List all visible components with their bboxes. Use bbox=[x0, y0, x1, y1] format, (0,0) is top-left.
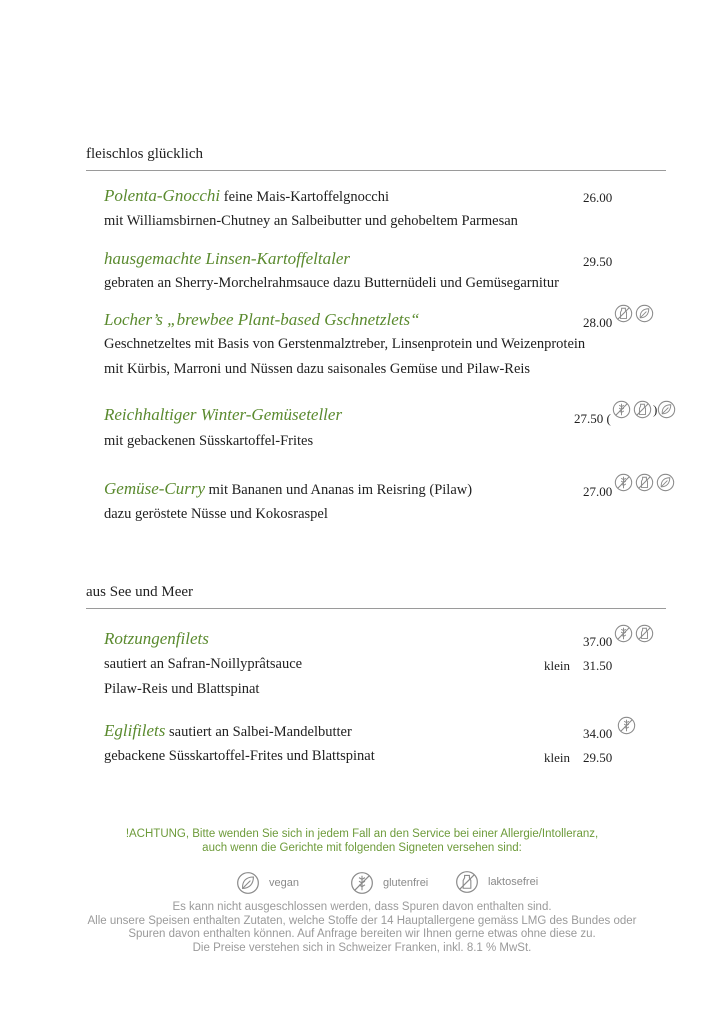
legend-label: laktosefrei bbox=[488, 876, 539, 888]
gluten-free-icon bbox=[617, 716, 636, 735]
dish-description: mit Bananen und Ananas im Reisring (Pilaw) bbox=[208, 482, 473, 498]
vegan-icon bbox=[657, 400, 676, 419]
dish-allergen-icons bbox=[614, 304, 654, 323]
dish-price: 29.50 bbox=[583, 254, 613, 269]
vegan-icon bbox=[236, 871, 260, 895]
dish-description-line: mit gebackenen Süsskartoffel-Frites bbox=[104, 433, 314, 449]
legend-laktosefrei bbox=[455, 870, 538, 894]
vegan-icon bbox=[656, 473, 675, 492]
gluten-free-icon bbox=[350, 871, 374, 895]
section-divider bbox=[86, 170, 666, 171]
dish-description-line: mit Kürbis, Marroni und Nüssen dazu saisonales Gemüse und Pilaw-Reis bbox=[104, 361, 531, 377]
dish-price: 27.00 bbox=[583, 484, 613, 499]
paren-open: ( bbox=[606, 411, 611, 426]
dish-allergen-icons bbox=[612, 400, 676, 419]
menu-item-eglifilets bbox=[104, 721, 352, 741]
gluten-free-icon bbox=[614, 473, 633, 492]
dish-name: hausgemachte Linsen-Kartoffeltaler bbox=[104, 249, 351, 268]
lactose-free-icon bbox=[635, 624, 654, 643]
vegan-icon bbox=[635, 304, 654, 323]
menu-item-polenta-gnocchi bbox=[104, 186, 389, 206]
dish-price: 27.50 bbox=[574, 411, 604, 426]
section-title-fleischlos: fleischlos glücklich bbox=[86, 146, 204, 162]
dish-allergen-icons bbox=[617, 716, 636, 735]
dish-name: Polenta-Gnocchi bbox=[104, 186, 221, 205]
menu-item-winter-gemueseteller bbox=[104, 405, 342, 425]
lactose-free-icon bbox=[633, 400, 652, 419]
gluten-free-icon bbox=[612, 400, 631, 419]
dish-description-line: mit Williamsbirnen-Chutney an Salbeibutter und gehobeltem Parmesan bbox=[104, 213, 518, 229]
dish-allergen-icons bbox=[614, 473, 675, 492]
disclaimer-line: Es kann nicht ausgeschlossen werden, dass Spuren davon enthalten sind. bbox=[172, 901, 552, 913]
dish-price-row bbox=[574, 411, 611, 427]
warning-line: auch wenn die Gerichte mit folgenden Signeten versehen sind: bbox=[202, 842, 522, 854]
lactose-free-icon bbox=[635, 473, 654, 492]
menu-item-gemuese-curry bbox=[104, 479, 472, 499]
dish-price: 34.00 bbox=[583, 726, 613, 741]
section-divider bbox=[86, 608, 666, 609]
klein-price: 31.50 bbox=[583, 658, 613, 673]
dish-description-line: sautiert an Safran-Noillyprâtsauce bbox=[104, 656, 303, 672]
section-title-see-und-meer: aus See und Meer bbox=[86, 584, 194, 600]
legend-vegan bbox=[236, 871, 299, 895]
dish-description-line: gebackene Süsskartoffel-Frites und Blattspinat bbox=[104, 748, 375, 764]
dish-description-line: gebraten an Sherry-Morchelrahmsauce dazu Butternüdeli und Gemüsegarnitur bbox=[104, 275, 559, 291]
disclaimer bbox=[0, 901, 724, 955]
dish-name: Locher’s „brewbee Plant-based Gschnetzlets“ bbox=[104, 310, 420, 329]
legend-glutenfrei bbox=[350, 871, 428, 895]
dish-allergen-icons bbox=[614, 624, 654, 643]
menu-item-plant-based-gschnetzlets bbox=[104, 310, 420, 330]
lactose-free-icon bbox=[614, 304, 633, 323]
dish-name: Eglifilets bbox=[104, 721, 166, 740]
dish-description-line: Pilaw-Reis und Blattspinat bbox=[104, 681, 260, 697]
menu-item-linsen-kartoffeltaler bbox=[104, 249, 350, 269]
dish-description-line: Geschnetzeltes mit Basis von Gerstenmalztreber, Linsenprotein und Weizenprotein bbox=[104, 336, 586, 352]
klein-label: klein bbox=[544, 750, 570, 765]
warning-line: !ACHTUNG, Bitte wenden Sie sich in jedem Fall an den Service bei einer Allergie/Intolleranz, bbox=[125, 828, 599, 840]
legend-label: glutenfrei bbox=[383, 877, 429, 889]
dish-description: feine Mais-Kartoffelgnocchi bbox=[223, 189, 389, 205]
klein-price: 29.50 bbox=[583, 750, 613, 765]
dish-price: 28.00 bbox=[583, 315, 613, 330]
disclaimer-line: Die Preise verstehen sich in Schweizer Franken, inkl. 8.1 % MwSt. bbox=[192, 941, 532, 954]
dish-name: Gemüse-Curry bbox=[104, 479, 206, 498]
dish-name: Reichhaltiger Winter-Gemüseteller bbox=[104, 405, 343, 424]
disclaimer-line: Spuren davon enthalten können. Auf Anfrage bereiten wir Ihnen gerne etwas ohne diese zu. bbox=[128, 928, 596, 940]
legend-label: vegan bbox=[269, 877, 299, 889]
gluten-free-icon bbox=[614, 624, 633, 643]
dish-name: Rotzungenfilets bbox=[104, 629, 209, 648]
klein-label: klein bbox=[544, 658, 570, 673]
paren-close: ) bbox=[653, 401, 658, 417]
dish-description-line: dazu geröstete Nüsse und Kokosraspel bbox=[104, 506, 328, 522]
allergy-warning bbox=[0, 827, 724, 855]
menu-item-rotzungenfilets bbox=[104, 629, 209, 649]
dish-description: sautiert an Salbei-Mandelbutter bbox=[169, 724, 352, 740]
dish-price: 26.00 bbox=[583, 190, 613, 205]
dish-price: 37.00 bbox=[583, 634, 613, 649]
disclaimer-line: Alle unsere Speisen enthalten Zutaten, welche Stoffe der 14 Hauptallergene gemäss LMG des Bundes oder bbox=[87, 914, 637, 927]
lactose-free-icon bbox=[455, 870, 479, 894]
